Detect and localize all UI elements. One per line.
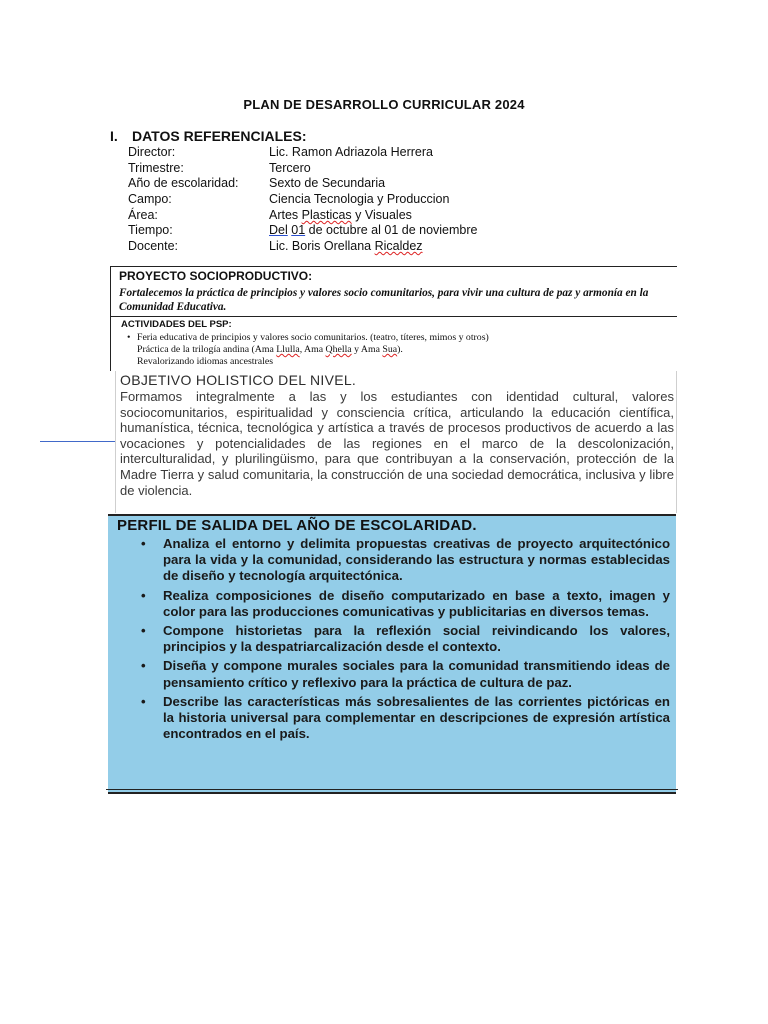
ref-key: Tiempo: xyxy=(128,223,173,238)
list-item xyxy=(141,658,670,690)
ref-value xyxy=(269,208,412,224)
ref-row xyxy=(128,176,478,192)
reference-data xyxy=(128,145,478,255)
list-item xyxy=(141,588,670,620)
perfil-heading: PERFIL DE SALIDA DEL AÑO DE ESCOLARIDAD. xyxy=(117,517,477,534)
ref-key: Docente: xyxy=(128,239,179,254)
list-item xyxy=(141,536,670,585)
bullet-icon: • xyxy=(141,623,146,639)
ref-value: Sexto de Secundaria xyxy=(269,176,386,191)
ref-key: Área: xyxy=(128,207,158,222)
ref-key: Campo: xyxy=(128,192,172,207)
objetivo-heading: OBJETIVO HOLISTICO DEL NIVEL. xyxy=(120,372,357,388)
bullet-icon: • xyxy=(141,693,146,709)
actividad-word: Sua xyxy=(382,344,398,355)
bullet-icon: • xyxy=(141,587,146,603)
proyecto-socioproductivo xyxy=(110,266,677,371)
ref-value: Ciencia Tecnologia y Produccion xyxy=(269,192,450,207)
perfil-item-text: Realiza composiciones de diseño computarizado en base a texto, imagen y color para las producciones comunicativas y publicitarias en diversos temas. xyxy=(163,587,670,619)
actividad-text: Revalorizando idiomas ancestrales xyxy=(137,356,274,367)
actividad-text: Feria educativa de principios y valores socio comunitarios. (teatro, títeres, mimos y otros) xyxy=(137,332,489,343)
area-text-b: Plasticas xyxy=(301,207,352,222)
docente-text-b: Ricaldez xyxy=(374,239,423,254)
document-title: PLAN DE DESARROLLO CURRICULAR 2024 xyxy=(243,97,525,112)
psp-text: Fortalecemos la práctica de principios y valores socio comunitarios, para vivir una cultura de paz y armonía en la Comunidad Educativa. xyxy=(119,287,649,313)
area-text-a: Artes xyxy=(269,207,302,222)
section-label: DATOS REFERENCIALES: xyxy=(132,128,307,144)
ref-row xyxy=(128,161,478,177)
actividad-text: Práctica de la trilogía andina (Ama xyxy=(137,344,277,355)
decorative-line xyxy=(40,441,115,442)
section-number: I. xyxy=(110,128,118,144)
divider xyxy=(111,316,677,317)
actividad-word: Qhella xyxy=(325,344,352,355)
ref-row xyxy=(128,145,478,161)
objetivo-holistico xyxy=(115,371,677,513)
perfil-list xyxy=(141,536,670,742)
docente-text-a: Lic. Boris Orellana xyxy=(269,239,375,254)
bullet-icon: • xyxy=(141,658,146,674)
bullet-icon: • xyxy=(141,536,146,551)
actividad-text: y Ama xyxy=(351,344,383,355)
actividad-word: Llulla xyxy=(276,344,300,355)
ref-key: Trimestre: xyxy=(128,160,184,175)
ref-value xyxy=(269,223,478,239)
tiempo-text-b: 01 xyxy=(291,223,306,238)
list-item xyxy=(137,356,677,368)
perfil-item-text: Compone historietas para la reflexión social reivindicando los valores, principios y la despatriarcalización desde el contexto. xyxy=(163,623,670,655)
perfil-item-text: Analiza el entorno y delimita propuestas creativas de proyecto arquitectónico para la vida y la comunidad, considerando las estructura y normas establecidas de diseño y tecnología arquitectónica. xyxy=(163,536,670,584)
ref-row xyxy=(128,208,478,224)
actividades-heading: ACTIVIDADES DEL PSP: xyxy=(121,319,232,330)
psp-heading: PROYECTO SOCIOPRODUCTIVO: xyxy=(119,269,313,283)
ref-row xyxy=(128,192,478,208)
perfil-item-text: Diseña y compone murales sociales para la comunidad transmitiendo ideas de pensamiento crítico y reflexivo para la práctica de cultura de paz. xyxy=(163,658,670,690)
actividad-text: , Ama xyxy=(299,344,326,355)
ref-row xyxy=(128,223,478,239)
ref-key: Año de escolaridad: xyxy=(128,176,239,191)
divider xyxy=(106,789,678,790)
list-item xyxy=(141,694,670,743)
actividades-list xyxy=(127,332,677,368)
ref-value xyxy=(269,239,423,255)
area-text-c: y Visuales xyxy=(351,207,412,222)
perfil-de-salida xyxy=(108,514,676,794)
section-heading xyxy=(110,128,307,144)
ref-key: Director: xyxy=(128,145,176,159)
objetivo-text: Formamos integralmente a las y los estudiantes con identidad cultural, valores sociocomunitarios, espiritualidad y consciencia crítica, articulando la educación científica, humanística, técnica, tecnológica y artística a través de procesos productivos de acuerdo a las vocaciones y potencialidades de las regiones en el marco de la descolonización, interculturalidad, y plurilingüismo, para que contribuyan a la conservación, protección de la Madre Tierra y salud comunitaria, la construcción de una sociedad democrática, inclusiva y libre de violencia. xyxy=(120,389,674,498)
list-item xyxy=(137,344,677,356)
list-item xyxy=(127,332,677,344)
list-item xyxy=(141,623,670,655)
tiempo-text-c: de octubre al 01 de noviembre xyxy=(305,223,478,238)
actividad-text: ). xyxy=(397,344,403,355)
tiempo-text-a: Del xyxy=(269,223,288,238)
ref-row xyxy=(128,239,478,255)
ref-value: Lic. Ramon Adriazola Herrera xyxy=(269,145,433,159)
bullet-icon: • xyxy=(127,332,131,343)
perfil-item-text: Describe las características más sobresalientes de las corrientes pictóricas en la historia universal para complementar en descripciones de expresión artística encontrados en el país. xyxy=(163,693,670,742)
ref-value: Tercero xyxy=(269,160,311,175)
